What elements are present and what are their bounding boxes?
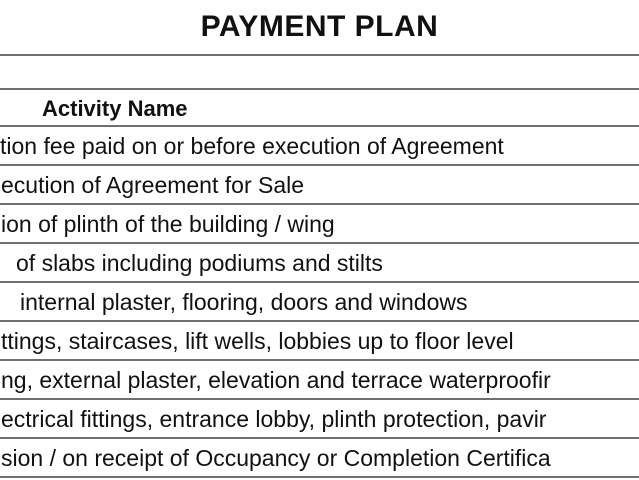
activity-name-cell: sion / on receipt of Occupancy or Completion Certifica bbox=[1, 445, 551, 471]
activity-name-cell: ng, external plaster, elevation and terrace waterproofir bbox=[1, 367, 551, 393]
table-row bbox=[0, 244, 639, 283]
blank-row bbox=[0, 56, 639, 90]
table-row bbox=[0, 400, 639, 439]
activity-name-cell: ttings, staircases, lift wells, lobbies up to floor level bbox=[1, 328, 514, 354]
table-row bbox=[0, 166, 639, 205]
column-header-row bbox=[0, 90, 639, 127]
activity-rows bbox=[0, 127, 639, 478]
table-row bbox=[0, 361, 639, 400]
column-header-activity-name: Activity Name bbox=[42, 96, 188, 121]
table-row bbox=[0, 439, 639, 478]
activity-name-cell: of slabs including podiums and stilts bbox=[16, 250, 383, 276]
table-row bbox=[0, 322, 639, 361]
activity-name-cell: tion fee paid on or before execution of Agreement bbox=[0, 133, 504, 159]
activity-name-cell: ion of plinth of the building / wing bbox=[1, 211, 335, 237]
table-row bbox=[0, 205, 639, 244]
table-row bbox=[0, 127, 639, 166]
activity-name-cell: ecution of Agreement for Sale bbox=[1, 172, 305, 198]
table-title: PAYMENT PLAN bbox=[0, 0, 639, 56]
table-row bbox=[0, 283, 639, 322]
activity-name-cell: ectrical fittings, entrance lobby, plinth protection, pavir bbox=[1, 406, 547, 432]
activity-name-cell: internal plaster, flooring, doors and windows bbox=[20, 289, 468, 315]
